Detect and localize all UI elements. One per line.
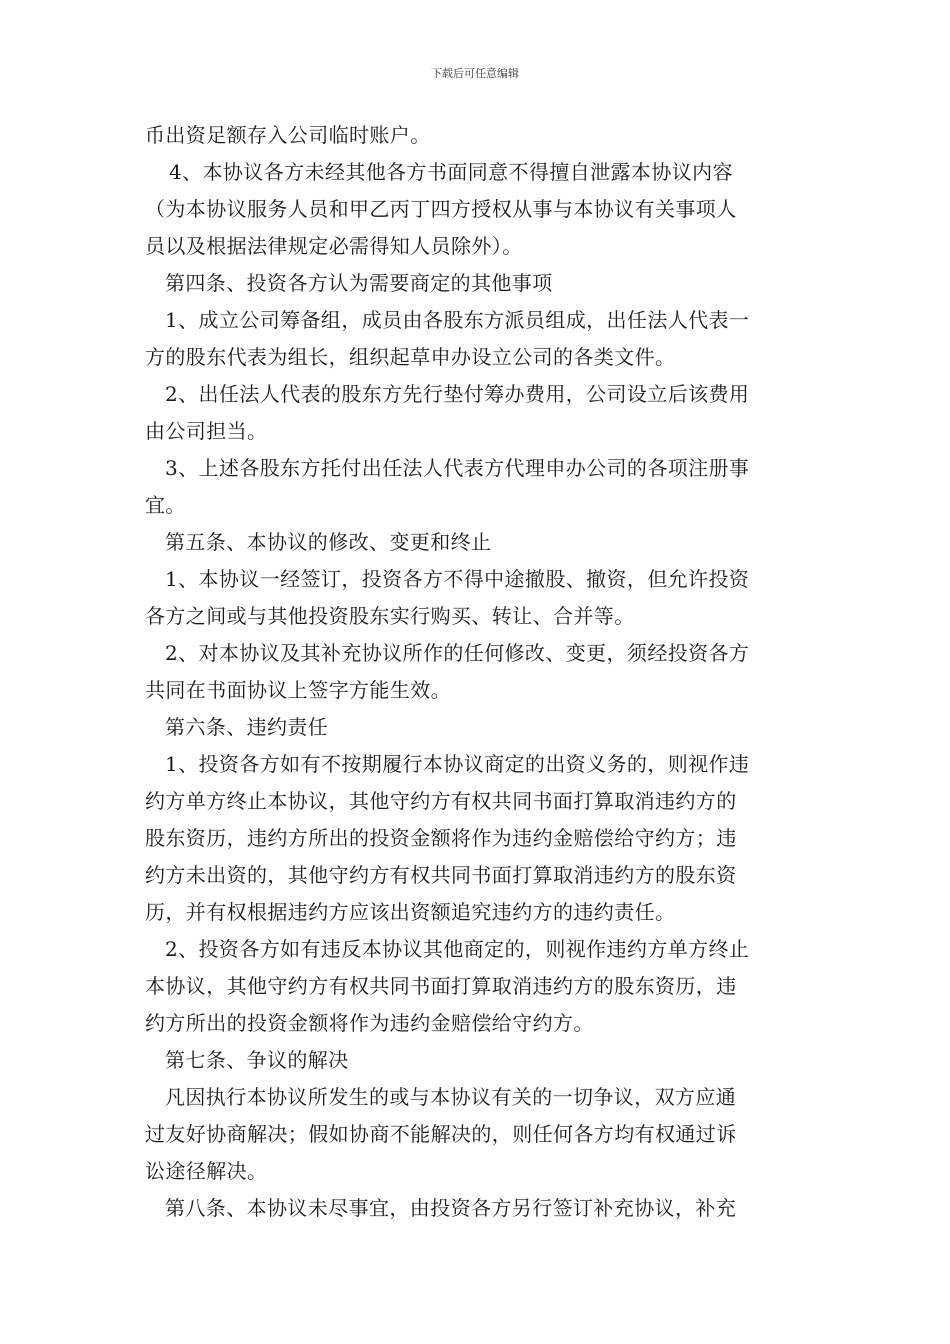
text-line: 第六条、违约责任 xyxy=(165,715,329,739)
text-line: 4、本协议各方未经其他各方书面同意不得擅自泄露本协议内容 xyxy=(169,160,733,184)
text-line: 2、对本协议及其补充协议所作的任何修改、变更，须经投资各方 xyxy=(165,641,750,665)
text-line: 凡因执行本协议所发生的或与本协议有关的一切争议，双方应通 xyxy=(165,1085,737,1109)
text-line: 2、出任法人代表的股东方先行垫付筹办费用，公司设立后该费用 xyxy=(165,382,750,406)
text-line: 第五条、本协议的修改、变更和终止 xyxy=(165,530,492,554)
text-line: 宜。 xyxy=(145,493,186,517)
document-body xyxy=(145,117,807,1227)
text-line: （为本协议服务人员和甲乙丙丁四方授权从事与本协议有关事项人 xyxy=(145,197,737,221)
text-line: 第七条、争议的解决 xyxy=(165,1048,349,1072)
text-line: 3、上述各股东方托付出任法人代表方代理申办公司的各项注册事 xyxy=(165,456,750,480)
text-line: 共同在书面协议上签字方能生效。 xyxy=(145,678,451,702)
text-line: 1、投资各方如有不按期履行本协议商定的出资义务的，则视作违 xyxy=(165,752,750,776)
text-line: 1、成立公司筹备组，成员由各股东方派员组成，出任法人代表一 xyxy=(165,308,750,332)
text-line: 讼途径解决。 xyxy=(145,1159,268,1183)
text-line: 约方单方终止本协议，其他守约方有权共同书面打算取消违约方的 xyxy=(145,789,737,813)
text-line: 本协议，其他守约方有权共同书面打算取消违约方的股东资历，违 xyxy=(145,974,737,998)
text-line: 历，并有权根据违约方应该出资额追究违约方的违约责任。 xyxy=(145,900,676,924)
text-line: 约方未出资的，其他守约方有权共同书面打算取消违约方的股东资 xyxy=(145,863,737,887)
text-line: 约方所出的投资金额将作为违约金赔偿给守约方。 xyxy=(145,1011,594,1035)
text-line: 币出资足额存入公司临时账户。 xyxy=(145,123,431,147)
text-line: 1、本协议一经签订，投资各方不得中途撤股、撤资，但允许投资 xyxy=(165,567,750,591)
text-line: 各方之间或与其他投资股东实行购买、转让、合并等。 xyxy=(145,604,635,628)
text-line: 过友好协商解决；假如协商不能解决的，则任何各方均有权通过诉 xyxy=(145,1122,737,1146)
page-header: 下载后可任意编辑 xyxy=(431,67,519,80)
text-line: 2、投资各方如有违反本协议其他商定的，则视作违约方单方终止 xyxy=(165,937,750,961)
text-line: 方的股东代表为组长，组织起草申办设立公司的各类文件。 xyxy=(145,345,676,369)
text-line: 员以及根据法律规定必需得知人员除外）。 xyxy=(145,234,523,258)
text-line: 第四条、投资各方认为需要商定的其他事项 xyxy=(165,271,553,295)
text-line: 第八条、本协议未尽事宜，由投资各方另行签订补充协议，补充 xyxy=(165,1196,737,1220)
text-line: 由公司担当。 xyxy=(145,419,268,443)
text-line: 股东资历，违约方所出的投资金额将作为违约金赔偿给守约方；违 xyxy=(145,826,737,850)
